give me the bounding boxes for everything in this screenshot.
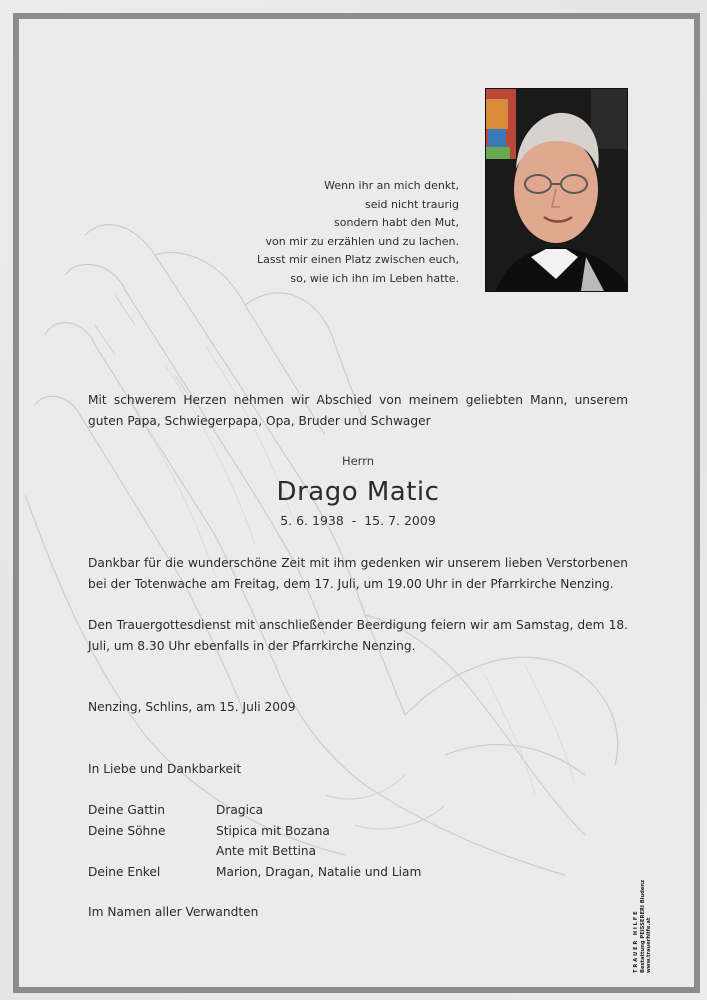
- deceased-name: Drago Matic: [276, 477, 440, 507]
- relation-label: Deine Gattin: [88, 803, 165, 817]
- salutation: Herrn: [341, 454, 375, 468]
- relation-label: [88, 841, 216, 862]
- closing-line: In Liebe und Dankbarkeit: [88, 762, 242, 776]
- poem-line: Lasst mir einen Platz zwischen euch,: [256, 253, 459, 267]
- relation-label: Deine Söhne: [88, 823, 166, 838]
- relation-names: Stipica mit Bozana: [216, 823, 330, 838]
- relatives-list: [88, 800, 421, 882]
- place-date: Nenzing, Schlins, am 15. Juli 2009: [88, 700, 296, 714]
- funeral-paragraph: Den Trauergottesdienst mit anschließender Beerdigung feiern wir am Samstag, dem 18. Juli, um 8.30 Uhr ebenfalls in der Pfarrkirche Nenzing.: [88, 618, 628, 653]
- memorial-poem: [199, 177, 459, 289]
- poem-line: so, wie ich ihn im Leben hatte.: [290, 271, 459, 285]
- funeral-home-imprint: [633, 875, 693, 973]
- on-behalf-line: Im Namen aller Verwandten: [88, 905, 259, 919]
- intro-text: Mit schwerem Herzen nehmen wir Abschied von meinem geliebten Mann, unserem guten Papa, Schwiegerpapa, Opa, Bruder und Schwager: [88, 393, 628, 428]
- imprint-line: Bestattung PEISSERERI Bludenz: [639, 879, 646, 973]
- relatives-row: [88, 841, 421, 862]
- imprint-line: T R A U E R H I L F E: [633, 911, 639, 973]
- portrait-photo: [485, 88, 628, 292]
- praying-hands-illustration: [25, 195, 635, 895]
- relation-names: Dragica: [216, 803, 264, 817]
- imprint-url: www.trauerhilfe.at: [646, 917, 653, 973]
- life-dates: 5. 6. 1938 - 15. 7. 2009: [280, 513, 436, 528]
- relatives-row: [88, 800, 421, 821]
- poem-line: von mir zu erzählen und zu lachen.: [265, 234, 459, 248]
- relation-names: Ante mit Bettina: [216, 844, 317, 858]
- poem-line: sondern habt den Mut,: [334, 216, 459, 230]
- relatives-row: [88, 862, 421, 883]
- relation-label: Deine Enkel: [88, 864, 161, 879]
- relation-names: Marion, Dragan, Natalie und Liam: [216, 864, 422, 879]
- wake-paragraph: Dankbar für die wunderschöne Zeit mit ihm gedenken wir unserem lieben Verstorbenen bei der Totenwache am Freitag, dem 17. Juli, um 19.00 Uhr in der Pfarrkirche Nenzing.: [88, 556, 628, 591]
- relatives-row: [88, 821, 421, 842]
- poem-line: seid nicht traurig: [365, 197, 459, 211]
- poem-line: Wenn ihr an mich denkt,: [324, 179, 459, 192]
